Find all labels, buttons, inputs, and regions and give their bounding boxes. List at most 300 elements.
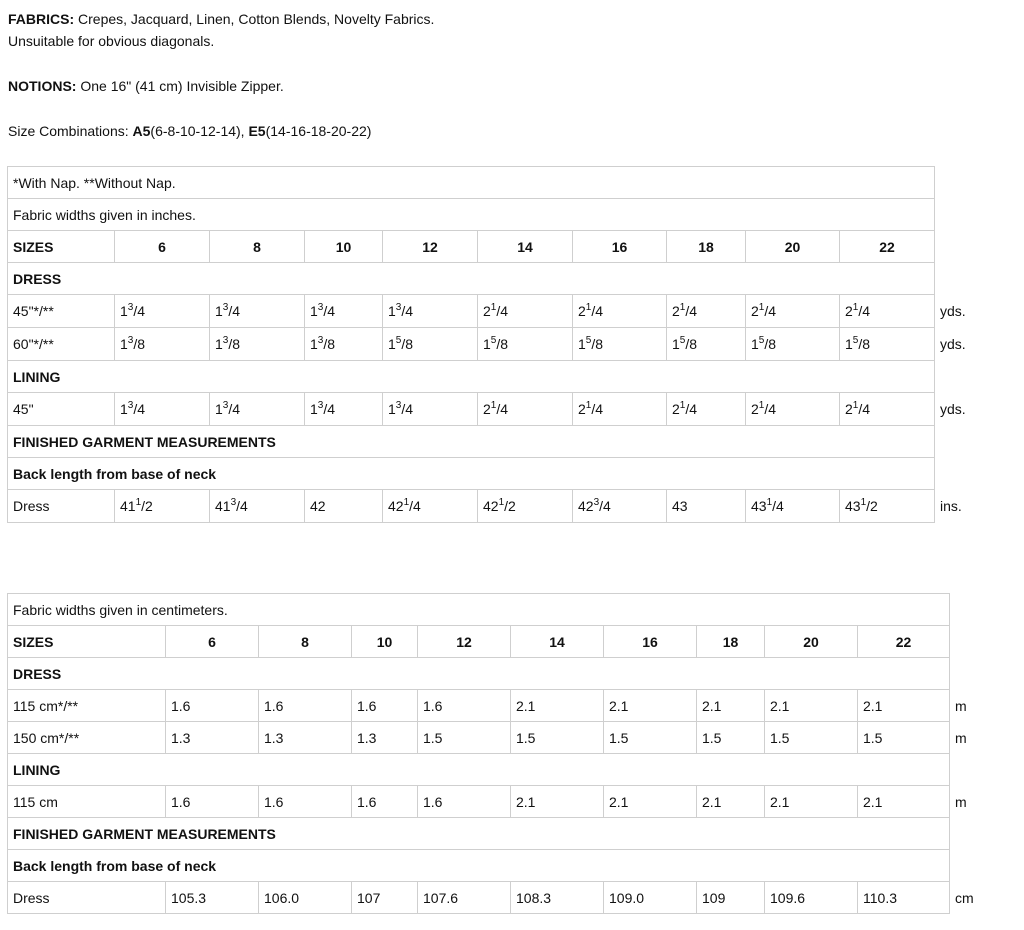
row-label: 45" <box>8 393 115 426</box>
unit-label: cm <box>955 889 974 906</box>
value-whole: 1 <box>215 303 223 319</box>
size-header-cell: 18 <box>697 626 765 658</box>
blank-cell <box>950 850 1007 882</box>
value-denominator: 4 <box>405 303 414 319</box>
value-cell: 108.3 <box>511 882 604 914</box>
blank-cell <box>935 199 1008 231</box>
value-numerator: 1 <box>490 400 497 411</box>
value-cell <box>746 295 840 328</box>
value-denominator: 4 <box>500 303 509 319</box>
value-cell <box>840 295 935 328</box>
fabrics-label: FABRICS: <box>8 11 75 27</box>
value-whole: 2 <box>578 401 586 417</box>
fraction-slash: / <box>133 303 138 319</box>
fraction-slash: / <box>685 336 690 352</box>
lining-yardage-row <box>8 393 1008 426</box>
finished-measurements-heading: FINISHED GARMENT MEASUREMENTS <box>8 426 935 458</box>
size-header-cell: 10 <box>352 626 418 658</box>
value-denominator: 4 <box>327 401 336 417</box>
value-cell: 1.5 <box>765 722 858 754</box>
fraction-slash: / <box>591 336 596 352</box>
dress-yardage-row <box>8 295 1008 328</box>
value-cell: 107.6 <box>418 882 511 914</box>
back-length-row <box>8 490 1008 523</box>
value-cell: 1.6 <box>166 786 259 818</box>
value-whole: 43 <box>672 498 688 514</box>
size-header-cell: 22 <box>858 626 950 658</box>
fraction-slash: / <box>141 498 146 514</box>
value-denominator: 8 <box>232 336 241 352</box>
value-cell: 106.0 <box>259 882 352 914</box>
value-cell: 1.6 <box>166 690 259 722</box>
fraction-slash: / <box>323 303 328 319</box>
value-cell <box>478 295 573 328</box>
fraction-slash: / <box>133 336 138 352</box>
value-numerator: 5 <box>852 335 859 346</box>
widths-note: Fabric widths given in centimeters. <box>8 594 950 626</box>
value-denominator: 4 <box>595 401 604 417</box>
lining-heading-row <box>8 361 1008 393</box>
value-numerator: 3 <box>230 497 237 508</box>
value-cell <box>667 490 746 523</box>
value-whole: 1 <box>120 336 128 352</box>
value-whole: 1 <box>120 303 128 319</box>
fraction-slash: / <box>236 498 241 514</box>
size-combination-a-sizes: (6-8-10-12-14), <box>150 123 249 139</box>
value-numerator: 5 <box>585 335 592 346</box>
fraction-slash: / <box>496 303 501 319</box>
value-cell: 109 <box>697 882 765 914</box>
fraction-slash: / <box>772 498 777 514</box>
row-label: 115 cm*/** <box>8 690 166 722</box>
blank-cell <box>935 361 1008 393</box>
fraction-slash: / <box>228 336 233 352</box>
value-whole: 42 <box>310 498 326 514</box>
dress-heading: DRESS <box>8 263 935 295</box>
finished-measurements-heading-row <box>8 426 1008 458</box>
value-cell <box>746 393 840 426</box>
value-numerator: 1 <box>679 302 686 313</box>
fraction-slash: / <box>866 498 871 514</box>
value-numerator: 5 <box>679 335 686 346</box>
value-cell: 1.6 <box>259 690 352 722</box>
blank-cell <box>950 626 1007 658</box>
fraction-slash: / <box>764 303 769 319</box>
size-header-cell: 14 <box>478 231 573 263</box>
value-cell <box>383 490 478 523</box>
metric-table-body <box>8 594 1007 914</box>
back-length-heading: Back length from base of neck <box>8 458 935 490</box>
value-numerator: 3 <box>317 335 324 346</box>
value-whole: 1 <box>388 303 396 319</box>
value-cell <box>573 393 667 426</box>
value-numerator: 3 <box>222 400 229 411</box>
value-denominator: 4 <box>776 498 784 514</box>
value-denominator: 2 <box>508 498 516 514</box>
size-header-cell: 14 <box>511 626 604 658</box>
value-whole: 1 <box>845 336 853 352</box>
value-cell: 109.6 <box>765 882 858 914</box>
value-numerator: 1 <box>758 400 765 411</box>
fraction-slash: / <box>858 336 863 352</box>
value-numerator: 3 <box>395 400 402 411</box>
value-cell: 1.6 <box>352 786 418 818</box>
value-whole: 42 <box>483 498 499 514</box>
unit-label: ins. <box>940 498 962 514</box>
fraction-slash: / <box>323 401 328 417</box>
value-numerator: 1 <box>498 497 505 508</box>
value-whole: 2 <box>578 303 586 319</box>
value-cell: 1.6 <box>352 690 418 722</box>
blank-cell <box>950 658 1007 690</box>
size-header-cell: 20 <box>746 231 840 263</box>
fraction-slash: / <box>401 401 406 417</box>
value-numerator: 1 <box>679 400 686 411</box>
value-whole: 2 <box>672 401 680 417</box>
value-denominator: 4 <box>240 498 248 514</box>
size-header-cell: 16 <box>604 626 697 658</box>
unit-label: yds. <box>940 401 966 417</box>
sizes-label: SIZES <box>8 626 166 658</box>
value-denominator: 4 <box>595 303 604 319</box>
value-cell: 2.1 <box>765 786 858 818</box>
value-whole: 1 <box>672 336 680 352</box>
value-denominator: 8 <box>405 336 414 352</box>
finished-measurements-heading: FINISHED GARMENT MEASUREMENTS <box>8 818 950 850</box>
value-denominator: 4 <box>405 401 414 417</box>
sizes-label: SIZES <box>8 231 115 263</box>
blank-cell <box>935 263 1008 295</box>
nap-note: *With Nap. **Without Nap. <box>8 167 935 199</box>
size-header-cell: 12 <box>383 231 478 263</box>
value-cell <box>573 328 667 361</box>
value-numerator: 3 <box>593 497 600 508</box>
value-numerator: 3 <box>127 302 134 313</box>
value-denominator: 4 <box>327 303 336 319</box>
value-whole: 1 <box>578 336 586 352</box>
dress-yardage-row <box>8 690 1007 722</box>
nap-note-row <box>8 167 1008 199</box>
value-cell: 1.6 <box>259 786 352 818</box>
value-cell: 1.5 <box>697 722 765 754</box>
value-numerator: 3 <box>317 302 324 313</box>
imperial-table-body <box>8 167 1008 523</box>
value-cell <box>840 393 935 426</box>
lining-heading-row <box>8 754 1007 786</box>
value-cell: 1.6 <box>418 690 511 722</box>
value-whole: 41 <box>215 498 231 514</box>
value-whole: 2 <box>672 303 680 319</box>
fraction-slash: / <box>685 401 690 417</box>
fraction-slash: / <box>685 303 690 319</box>
value-cell: 2.1 <box>765 690 858 722</box>
value-denominator: 4 <box>862 303 871 319</box>
blank-cell <box>935 458 1008 490</box>
value-cell: 2.1 <box>697 786 765 818</box>
value-cell: 2.1 <box>511 690 604 722</box>
value-denominator: 2 <box>870 498 878 514</box>
dress-heading-row <box>8 658 1007 690</box>
value-cell: 1.3 <box>166 722 259 754</box>
value-cell <box>115 393 210 426</box>
size-header-cell: 18 <box>667 231 746 263</box>
value-numerator: 1 <box>766 497 773 508</box>
value-cell: 1.5 <box>858 722 950 754</box>
value-cell <box>478 490 573 523</box>
blank-cell <box>935 167 1008 199</box>
value-whole: 1 <box>483 336 491 352</box>
widths-note-row <box>8 199 1008 231</box>
value-denominator: 4 <box>137 401 146 417</box>
metric-yardage-table <box>7 593 1007 914</box>
value-whole: 1 <box>310 303 318 319</box>
value-cell <box>840 328 935 361</box>
value-cell <box>746 490 840 523</box>
value-denominator: 8 <box>862 336 871 352</box>
value-cell <box>573 490 667 523</box>
value-cell <box>667 328 746 361</box>
value-denominator: 8 <box>595 336 604 352</box>
value-cell <box>115 295 210 328</box>
value-numerator: 5 <box>395 335 402 346</box>
value-cell <box>305 295 383 328</box>
value-numerator: 5 <box>758 335 765 346</box>
fraction-slash: / <box>496 401 501 417</box>
dress-heading: DRESS <box>8 658 950 690</box>
value-denominator: 4 <box>413 498 421 514</box>
fraction-slash: / <box>228 303 233 319</box>
size-combination-e-label: E5 <box>248 123 266 139</box>
value-denominator: 4 <box>768 303 777 319</box>
value-cell <box>115 328 210 361</box>
value-numerator: 3 <box>222 335 229 346</box>
value-cell: 107 <box>352 882 418 914</box>
value-cell <box>115 490 210 523</box>
value-whole: 2 <box>845 401 853 417</box>
blank-cell <box>950 594 1007 626</box>
value-cell: 2.1 <box>511 786 604 818</box>
fabrics-text: Crepes, Jacquard, Linen, Cotton Blends, Novelty Fabrics. <box>74 11 435 27</box>
value-whole: 1 <box>120 401 128 417</box>
value-denominator: 4 <box>862 401 871 417</box>
value-whole: 1 <box>310 336 318 352</box>
value-denominator: 4 <box>768 401 777 417</box>
value-cell <box>383 295 478 328</box>
value-cell <box>383 393 478 426</box>
value-cell: 110.3 <box>858 882 950 914</box>
value-whole: 42 <box>388 498 404 514</box>
size-header-cell: 8 <box>210 231 305 263</box>
value-numerator: 1 <box>585 400 592 411</box>
value-cell <box>840 490 935 523</box>
value-denominator: 4 <box>500 401 509 417</box>
value-numerator: 3 <box>395 302 402 313</box>
value-numerator: 3 <box>127 335 134 346</box>
value-whole: 1 <box>310 401 318 417</box>
fraction-slash: / <box>228 401 233 417</box>
value-denominator: 4 <box>689 401 698 417</box>
value-cell: 1.5 <box>511 722 604 754</box>
fraction-slash: / <box>599 498 604 514</box>
value-whole: 1 <box>388 401 396 417</box>
notions-line <box>8 75 284 97</box>
row-label: 45"*/** <box>8 295 115 328</box>
fraction-slash: / <box>764 336 769 352</box>
value-numerator: 3 <box>317 400 324 411</box>
size-header-cell: 6 <box>115 231 210 263</box>
value-denominator: 8 <box>137 336 146 352</box>
value-cell <box>210 393 305 426</box>
fraction-slash: / <box>858 303 863 319</box>
value-cell: 2.1 <box>858 690 950 722</box>
value-denominator: 4 <box>137 303 146 319</box>
value-cell <box>478 328 573 361</box>
fraction-slash: / <box>858 401 863 417</box>
size-header-cell: 20 <box>765 626 858 658</box>
unsuitable-line: Unsuitable for obvious diagonals. <box>8 33 215 49</box>
value-numerator: 1 <box>852 302 859 313</box>
value-denominator: 4 <box>232 303 241 319</box>
value-cell: 1.5 <box>604 722 697 754</box>
value-denominator: 4 <box>232 401 241 417</box>
value-cell: 105.3 <box>166 882 259 914</box>
row-label: 150 cm*/** <box>8 722 166 754</box>
value-cell <box>573 295 667 328</box>
value-denominator: 8 <box>768 336 777 352</box>
value-cell: 2.1 <box>858 786 950 818</box>
value-whole: 2 <box>751 401 759 417</box>
row-label: 60"*/** <box>8 328 115 361</box>
fraction-slash: / <box>401 336 406 352</box>
dress-heading-row <box>8 263 1008 295</box>
value-denominator: 4 <box>689 303 698 319</box>
lining-yardage-row <box>8 786 1007 818</box>
dress-yardage-row <box>8 328 1008 361</box>
size-combinations-prefix: Size Combinations: <box>8 123 133 139</box>
size-header-cell: 8 <box>259 626 352 658</box>
value-cell: 109.0 <box>604 882 697 914</box>
value-cell <box>210 490 305 523</box>
unit-label: m <box>955 697 967 714</box>
value-cell: 2.1 <box>604 690 697 722</box>
unit-label: m <box>955 793 967 810</box>
fabrics-line <box>8 8 434 30</box>
imperial-yardage-table <box>7 166 1008 523</box>
size-combination-e-sizes: (14-16-18-20-22) <box>265 123 372 139</box>
unit-label: m <box>955 729 967 746</box>
value-cell <box>305 490 383 523</box>
value-cell <box>210 328 305 361</box>
value-whole: 2 <box>751 303 759 319</box>
value-whole: 1 <box>215 336 223 352</box>
value-whole: 1 <box>388 336 396 352</box>
blank-cell <box>950 754 1007 786</box>
widths-note-row <box>8 594 1007 626</box>
value-cell <box>667 295 746 328</box>
notions-text: One 16" (41 cm) Invisible Zipper. <box>76 78 284 94</box>
value-denominator: 8 <box>327 336 336 352</box>
value-cell: 1.5 <box>418 722 511 754</box>
value-whole: 1 <box>215 401 223 417</box>
size-header-cell: 22 <box>840 231 935 263</box>
value-whole: 2 <box>483 401 491 417</box>
dress-yardage-row <box>8 722 1007 754</box>
fraction-slash: / <box>133 401 138 417</box>
lining-heading: LINING <box>8 754 950 786</box>
fraction-slash: / <box>591 303 596 319</box>
sizes-header-row <box>8 626 1007 658</box>
value-numerator: 1 <box>585 302 592 313</box>
blank-cell <box>935 426 1008 458</box>
row-label: Dress <box>8 882 166 914</box>
back-length-row <box>8 882 1007 914</box>
row-label: Dress <box>8 490 115 523</box>
size-header-cell: 16 <box>573 231 667 263</box>
row-label: 115 cm <box>8 786 166 818</box>
back-length-heading-row <box>8 850 1007 882</box>
fraction-slash: / <box>409 498 414 514</box>
blank-cell <box>950 818 1007 850</box>
value-numerator: 3 <box>127 400 134 411</box>
back-length-heading: Back length from base of neck <box>8 850 950 882</box>
value-denominator: 4 <box>603 498 611 514</box>
value-numerator: 5 <box>490 335 497 346</box>
value-numerator: 3 <box>222 302 229 313</box>
fraction-slash: / <box>496 336 501 352</box>
unit-label: yds. <box>940 303 966 319</box>
value-denominator: 2 <box>145 498 153 514</box>
fraction-slash: / <box>323 336 328 352</box>
size-header-cell: 12 <box>418 626 511 658</box>
value-cell <box>667 393 746 426</box>
fraction-slash: / <box>504 498 509 514</box>
value-denominator: 8 <box>689 336 698 352</box>
value-cell <box>305 393 383 426</box>
value-numerator: 1 <box>860 497 867 508</box>
size-header-cell: 6 <box>166 626 259 658</box>
lining-heading: LINING <box>8 361 935 393</box>
value-whole: 2 <box>845 303 853 319</box>
value-cell: 1.6 <box>418 786 511 818</box>
notions-label: NOTIONS: <box>8 78 77 94</box>
value-whole: 41 <box>120 498 136 514</box>
value-cell <box>746 328 840 361</box>
value-cell: 1.3 <box>352 722 418 754</box>
value-whole: 43 <box>845 498 861 514</box>
value-cell: 2.1 <box>604 786 697 818</box>
value-whole: 2 <box>483 303 491 319</box>
unit-label: yds. <box>940 336 966 352</box>
size-combination-a-label: A5 <box>132 123 151 139</box>
fraction-slash: / <box>764 401 769 417</box>
fraction-slash: / <box>401 303 406 319</box>
blank-cell <box>935 231 1008 263</box>
value-whole: 43 <box>751 498 767 514</box>
fraction-slash: / <box>591 401 596 417</box>
value-cell: 1.3 <box>259 722 352 754</box>
finished-measurements-heading-row <box>8 818 1007 850</box>
value-numerator: 1 <box>135 497 142 508</box>
widths-note: Fabric widths given in inches. <box>8 199 935 231</box>
value-numerator: 1 <box>758 302 765 313</box>
value-whole: 1 <box>751 336 759 352</box>
value-whole: 42 <box>578 498 594 514</box>
back-length-heading-row <box>8 458 1008 490</box>
value-numerator: 1 <box>852 400 859 411</box>
size-header-cell: 10 <box>305 231 383 263</box>
value-cell <box>478 393 573 426</box>
size-combinations-line <box>8 120 371 142</box>
